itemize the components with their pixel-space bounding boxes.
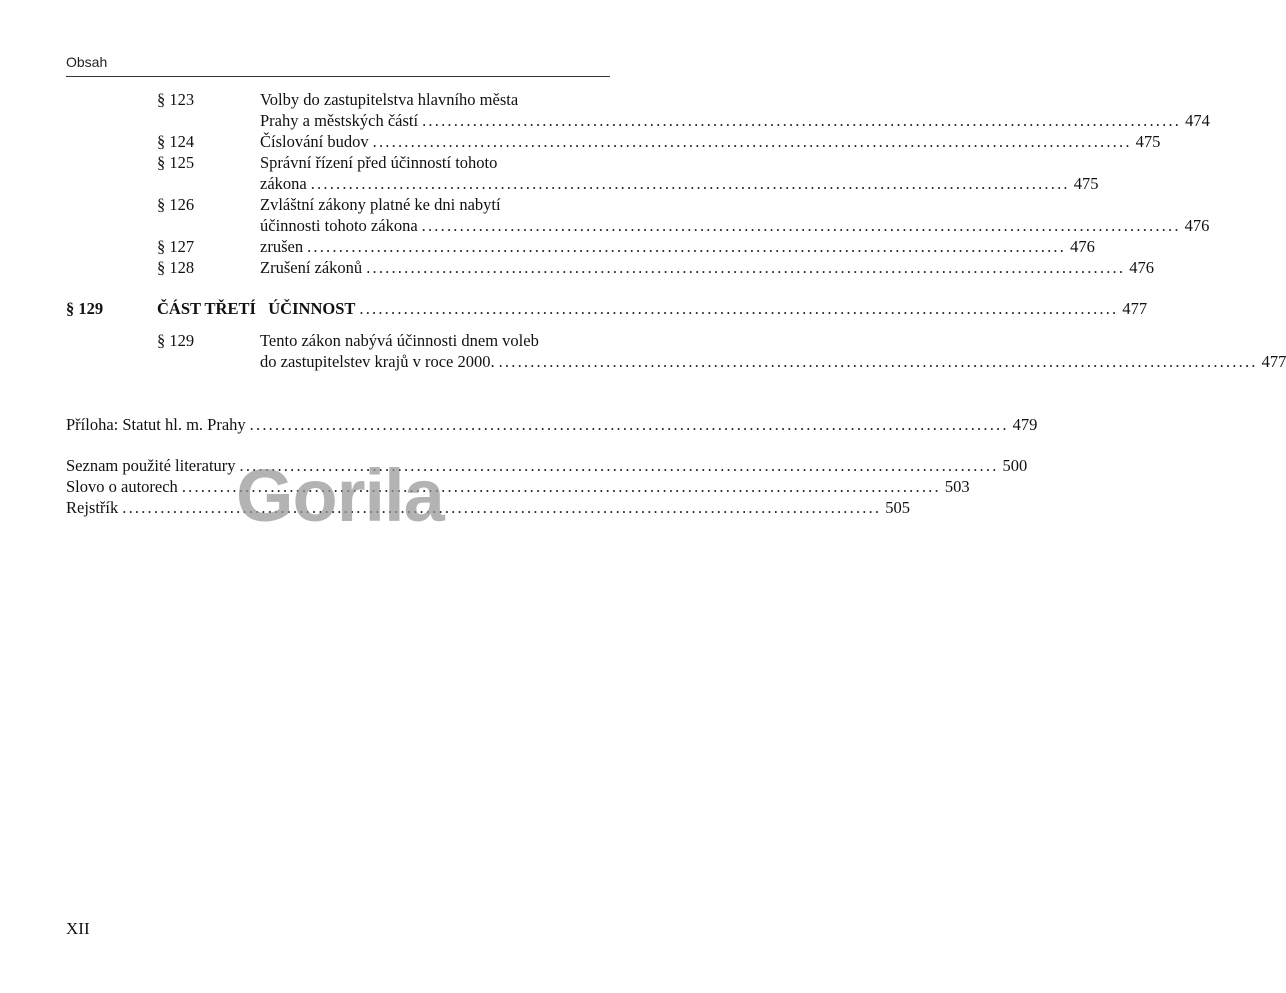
- page-number: 474: [1185, 111, 1210, 130]
- page-number: 476: [1129, 258, 1154, 277]
- section-number: § 124: [157, 132, 195, 151]
- dot-leader: ........................................................................................................................: [239, 456, 999, 475]
- folio-page-number: XII: [66, 919, 90, 938]
- toc-entry-123[interactable]: [260, 110, 1210, 131]
- toc-appendix[interactable]: [66, 414, 1038, 435]
- page-number: 505: [885, 498, 910, 517]
- header-rule: [66, 76, 610, 77]
- page-number: 475: [1073, 174, 1099, 193]
- toc-entry-124[interactable]: [260, 131, 1161, 152]
- entry-title-line2: zákona: [260, 174, 307, 193]
- entry-title: Rejstřík: [66, 498, 119, 517]
- dot-leader: ........................................................................................................................: [122, 498, 882, 517]
- toc-entry-125[interactable]: [260, 173, 1099, 194]
- entry-title-line1: Tento zákon nabývá účinnosti dnem voleb: [260, 331, 539, 350]
- page-number: 475: [1135, 132, 1161, 151]
- watermark-logo: Gorila: [236, 454, 444, 537]
- entry-title: Slovo o autorech: [66, 477, 178, 496]
- running-header: Obsah: [66, 54, 108, 70]
- dot-leader: ........................................................................................................................: [498, 352, 1258, 371]
- entry-title-line2: Prahy a městských částí: [260, 111, 419, 130]
- page-number: 477: [1122, 299, 1148, 318]
- toc-entry-128[interactable]: [260, 257, 1154, 278]
- page-number: 503: [944, 477, 970, 496]
- entry-title: Číslování budov: [260, 132, 369, 151]
- toc-entry-127[interactable]: [260, 236, 1095, 257]
- part-section-number: § 129: [66, 299, 104, 318]
- page-number: 479: [1012, 415, 1038, 434]
- dot-leader: ........................................................................................................................: [366, 258, 1126, 277]
- dot-leader: ........................................................................................................................: [421, 216, 1181, 235]
- page-number: 476: [1184, 216, 1210, 235]
- entry-title-line1: Zvláštní zákony platné ke dni nabytí: [260, 195, 501, 214]
- section-number: § 126: [157, 195, 195, 214]
- toc-part-three[interactable]: [157, 298, 1148, 319]
- section-number: § 129: [157, 331, 195, 350]
- section-number: § 128: [157, 258, 195, 277]
- toc-entry-129[interactable]: [260, 351, 1286, 372]
- entry-title-line2: do zastupitelstev krajů v roce 2000.: [260, 352, 495, 371]
- entry-title: Zrušení zákonů: [260, 258, 363, 277]
- dot-leader: ........................................................................................................................: [422, 111, 1182, 130]
- entry-title-line1: Správní řízení před účinností tohoto: [260, 153, 498, 172]
- page-number: 476: [1070, 237, 1095, 256]
- dot-leader: ........................................................................................................................: [307, 237, 1067, 256]
- dot-leader: ........................................................................................................................: [249, 415, 1009, 434]
- dot-leader: ........................................................................................................................: [310, 174, 1070, 193]
- toc-entry-126[interactable]: [260, 215, 1210, 236]
- entry-title-line2: účinnosti tohoto zákona: [260, 216, 418, 235]
- page-number: 477: [1261, 352, 1286, 371]
- section-number: § 123: [157, 90, 195, 109]
- section-number: § 127: [157, 237, 195, 256]
- entry-title-line1: Volby do zastupitelstva hlavního města: [260, 90, 519, 109]
- part-title: ČÁST TŘETÍ ÚČINNOST: [157, 299, 356, 318]
- entry-title: zrušen: [260, 237, 304, 256]
- page-number: 500: [1002, 456, 1028, 475]
- entry-title: Seznam použité literatury: [66, 456, 236, 475]
- section-number: § 125: [157, 153, 195, 172]
- dot-leader: ........................................................................................................................: [372, 132, 1132, 151]
- entry-title: Příloha: Statut hl. m. Prahy: [66, 415, 246, 434]
- dot-leader: ........................................................................................................................: [359, 299, 1119, 318]
- dot-leader: ........................................................................................................................: [181, 477, 941, 496]
